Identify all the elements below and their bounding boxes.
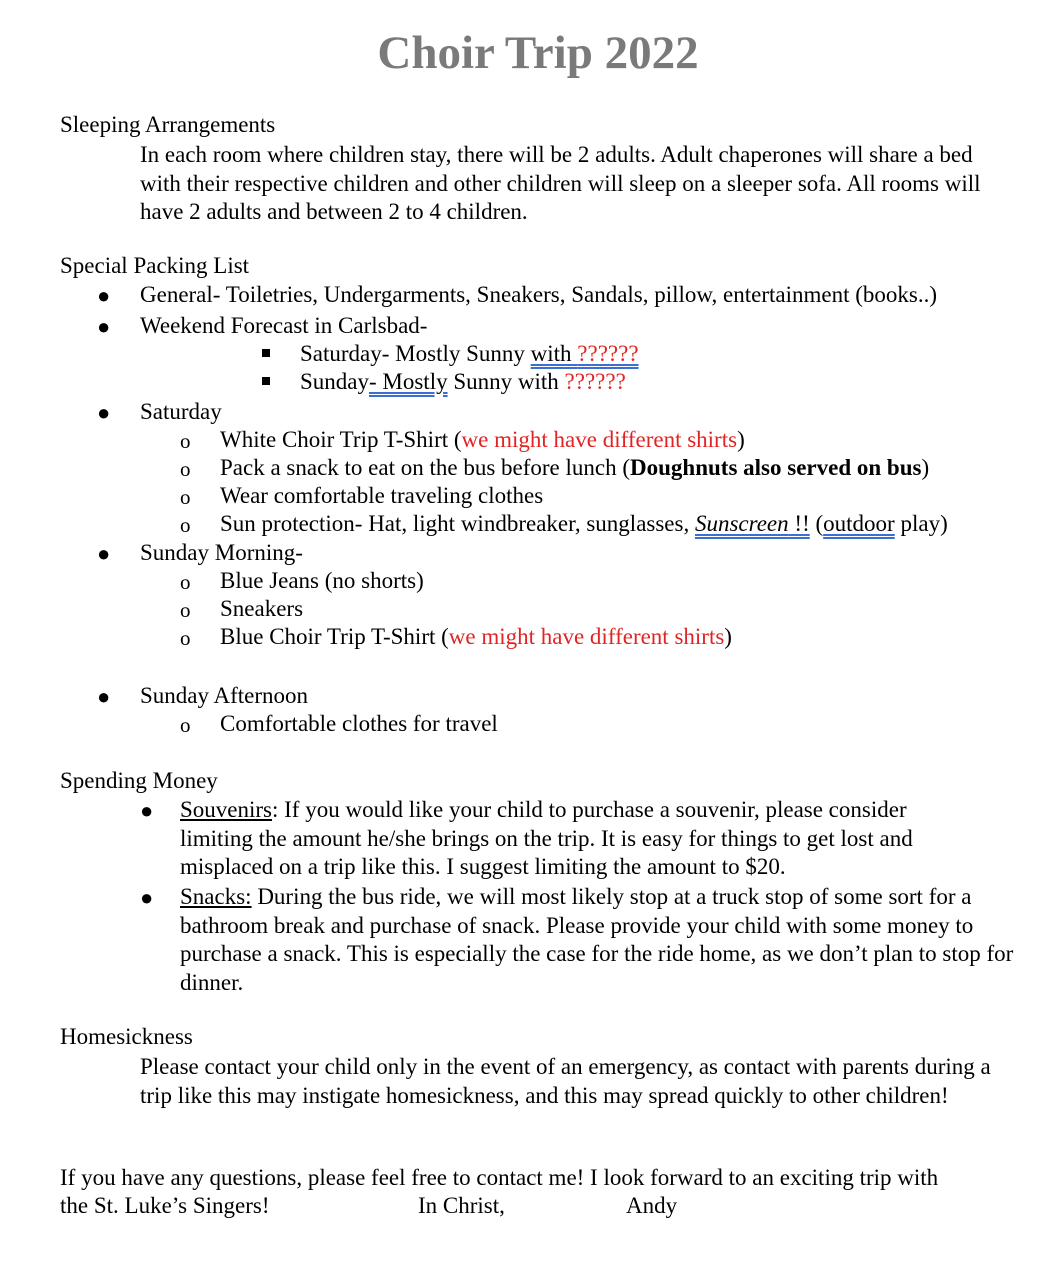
- bullet-icon: ●: [97, 684, 111, 709]
- sign-off: In Christ,: [418, 1193, 505, 1218]
- homesickness-paragraph: Please contact your child only in the event of an emergency, as contact with parents during a trip like this may instigate homesickness, and this may spread quickly to other children!: [140, 1054, 991, 1108]
- sunday-morning-heading: Sunday Morning-: [140, 540, 303, 565]
- packing-heading: Special Packing List: [60, 253, 250, 278]
- sleeping-heading: Sleeping Arrangements: [60, 112, 276, 137]
- saturday-sun-protection: Sun protection- Hat, light windbreaker, sunglasses, Sunscreen !! (outdoor play): [220, 511, 948, 536]
- souvenirs-paragraph: Souvenirs: If you would like your child to purchase a souvenir, please consider limiting the amount he/she brings on the trip. It is easy for things to get lost and misplaced on a trip like this. I suggest limiting the amount to $20.: [180, 797, 913, 879]
- bullet-icon: ●: [97, 541, 111, 566]
- saturday-snack: Pack a snack to eat on the bus before lunch (Doughnuts also served on bus): [220, 455, 930, 480]
- square-bullet-icon: [262, 377, 270, 385]
- forecast-sunday: Sunday- Mostly Sunny with ??????: [300, 369, 626, 394]
- saturday-heading: Saturday: [140, 399, 222, 424]
- bullet-icon: ●: [140, 798, 154, 823]
- packing-general: General- Toiletries, Undergarments, Sneakers, Sandals, pillow, entertainment (books..): [140, 282, 938, 307]
- spending-heading: Spending Money: [60, 768, 218, 793]
- circle-bullet-icon: o: [180, 485, 191, 509]
- circle-bullet-icon: o: [180, 598, 191, 622]
- signature: Andy: [626, 1193, 678, 1218]
- snacks-paragraph: Snacks: During the bus ride, we will most likely stop at a truck stop of some sort for a bathroom break and purchase of snack. Please provide your child with some money to purchase a snack. This is especially the case for the ride home, as we don’t plan to stop for dinner.: [180, 884, 1014, 995]
- morning-jeans: Blue Jeans (no shorts): [220, 568, 424, 593]
- circle-bullet-icon: o: [180, 429, 191, 453]
- homesickness-heading: Homesickness: [60, 1024, 193, 1049]
- closing-line-2: the St. Luke’s Singers!: [60, 1193, 270, 1218]
- saturday-shirt: White Choir Trip T-Shirt (we might have different shirts): [220, 427, 745, 452]
- circle-bullet-icon: o: [180, 713, 191, 737]
- closing-line-1: If you have any questions, please feel free to contact me! I look forward to an exciting trip with: [60, 1165, 939, 1190]
- circle-bullet-icon: o: [180, 513, 191, 537]
- circle-bullet-icon: o: [180, 626, 191, 650]
- sleeping-paragraph: In each room where children stay, there will be 2 adults. Adult chaperones will share a bed with their respective children and other children will sleep on a sleeper sofa. All rooms will have 2 adults and between 2 to 4 children.: [140, 142, 981, 224]
- circle-bullet-icon: o: [180, 570, 191, 594]
- bullet-icon: ●: [97, 400, 111, 425]
- saturday-clothes: Wear comfortable traveling clothes: [220, 483, 544, 508]
- forecast-saturday: Saturday- Mostly Sunny with ??????: [300, 341, 639, 366]
- bullet-icon: ●: [97, 283, 111, 308]
- morning-sneakers: Sneakers: [220, 596, 304, 621]
- afternoon-clothes: Comfortable clothes for travel: [220, 711, 498, 736]
- bullet-icon: ●: [140, 885, 154, 910]
- bullet-icon: ●: [97, 314, 111, 339]
- document-title: Choir Trip 2022: [377, 27, 699, 79]
- morning-shirt: Blue Choir Trip T-Shirt (we might have different shirts): [220, 624, 732, 649]
- sunday-afternoon-heading: Sunday Afternoon: [140, 683, 309, 708]
- packing-forecast: Weekend Forecast in Carlsbad-: [140, 313, 428, 338]
- circle-bullet-icon: o: [180, 457, 191, 481]
- square-bullet-icon: [262, 349, 270, 357]
